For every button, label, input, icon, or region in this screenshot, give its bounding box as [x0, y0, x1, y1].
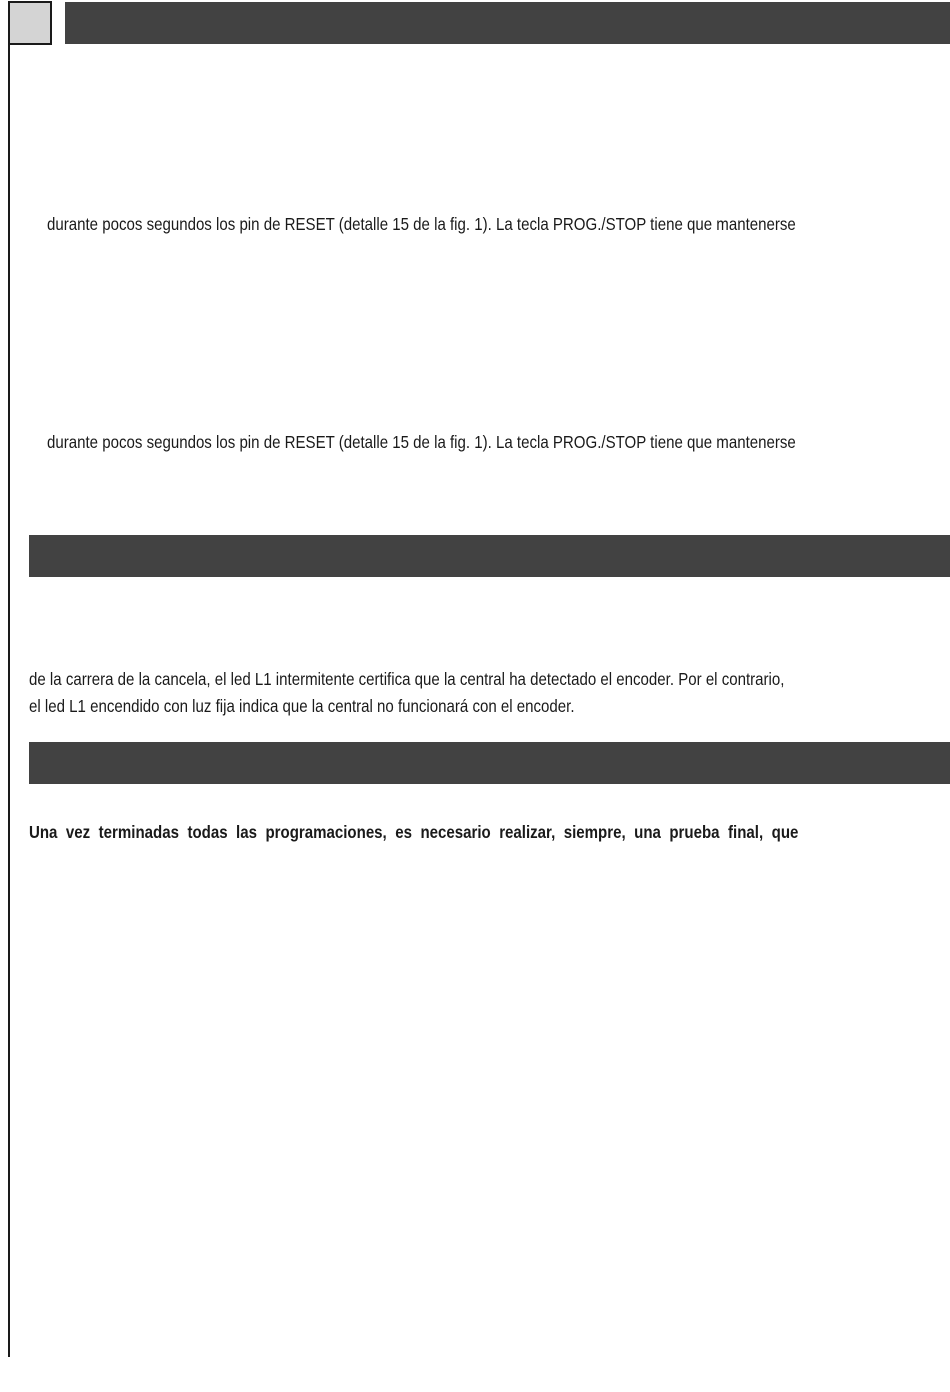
left-margin-rule [8, 1, 10, 1357]
final-test-section-bar [29, 742, 950, 784]
page-corner-marker [8, 1, 52, 45]
reset-paragraph-line: durante pocos segundos los pin de RESET (detalle 15 de la fig. 1). La tecla PROG./STOP tiene que mantenerse [47, 214, 796, 234]
encoder-section-bar [29, 535, 950, 577]
section-header-bar [65, 2, 950, 44]
encoder-paragraph-line-1: de la carrera de la cancela, el led L1 intermitente certifica que la central ha detectado el encoder. Por el contrario, [29, 669, 785, 689]
final-test-paragraph-line: Una vez terminadas todas las programaciones, es necesario realizar, siempre, una prueba final, que [29, 822, 799, 842]
reset-paragraph-line-repeat: durante pocos segundos los pin de RESET (detalle 15 de la fig. 1). La tecla PROG./STOP tiene que mantenerse [47, 432, 796, 452]
encoder-paragraph-line-2: el led L1 encendido con luz fija indica que la central no funcionará con el encoder. [29, 696, 575, 716]
